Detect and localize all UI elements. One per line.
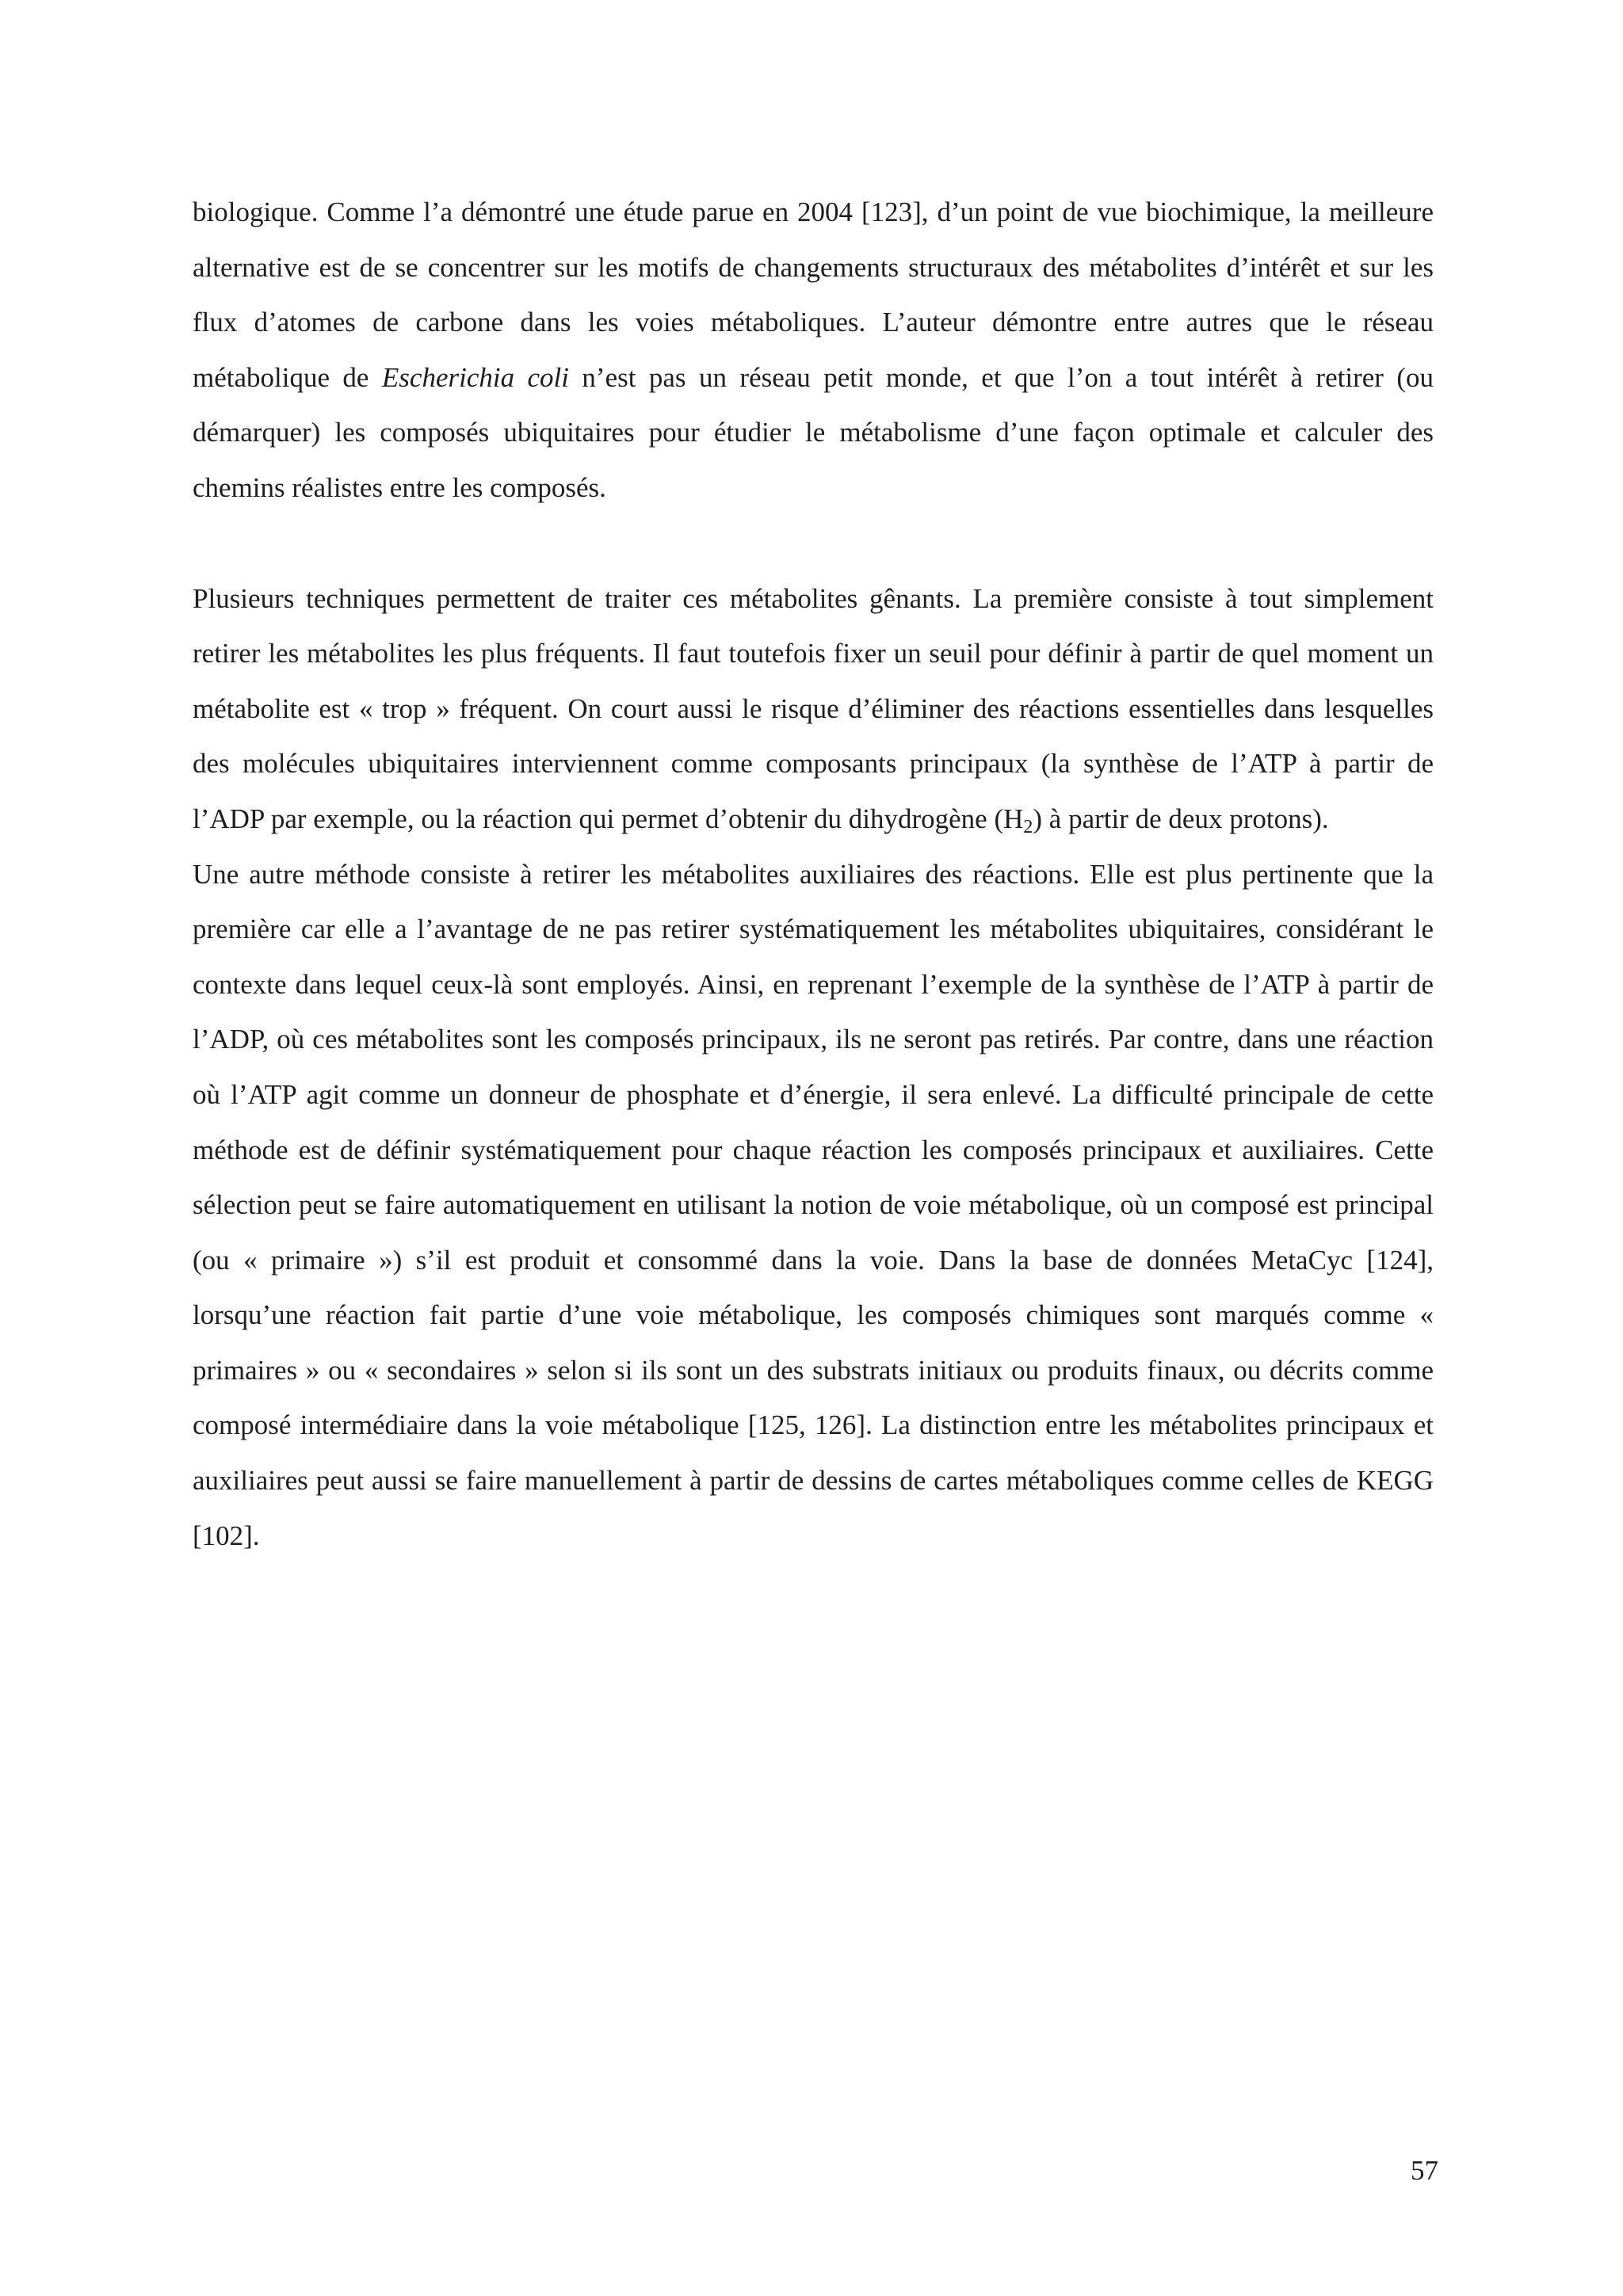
body-text: [193, 185, 1434, 1563]
paragraph-1: [193, 185, 1434, 516]
paragraph-3: Une autre méthode consiste à retirer les métabolites auxiliaires des réactions. Elle est plus pertinente que la première car elle a l’avantage de ne pas retirer systématiquement les métabolites ubiquitaires, considérant le contexte dans lequel ceux-là sont employés. Ainsi, en reprenant l’exemple de la synthèse de l’ATP à partir de l’ADP, où ces métabolites sont les composés principaux, ils ne seront pas retirés. Par contre, dans une réaction où l’ATP agit comme un donneur de phosphate et d’énergie, il sera enlevé. La difficulté principale de cette méthode est de définir systématiquement pour chaque réaction les composés principaux et auxiliaires. Cette sélection peut se faire automatiquement en utilisant la notion de voie métabolique, où un composé est principal (ou « primaire ») s’il est produit et consommé dans la voie. Dans la base de données MetaCyc [124], lorsqu’une réaction fait partie d’une voie métabolique, les composés chimiques sont marqués comme « primaires » ou « secondaires » selon si ils sont un des substrats initiaux ou produits finaux, ou décrits comme composé intermédiaire dans la voie métabolique [125, 126]. La distinction entre les métabolites principaux et auxiliaires peut aussi se faire manuellement à partir de dessins de cartes métaboliques comme celles de KEGG [102].: [193, 858, 1434, 1551]
hydrogen-subscript: 2: [1023, 816, 1033, 837]
paragraph-2: [193, 571, 1434, 847]
paragraph-2-text-end: ) à partir de deux protons).: [1033, 803, 1329, 834]
paragraph-2-text-start: Plusieurs techniques permettent de traiter ces métabolites gênants. La première consiste à tout simplement retirer les métabolites les plus fréquents. Il faut toutefois fixer un seuil pour définir à partir de quel moment un métabolite est « trop » fréquent. On court aussi le risque d’éliminer des réactions essentielles dans lesquelles des molécules ubiquitaires interviennent comme composants principaux (la synthèse de l’ATP à partir de l’ADP par exemple, ou la réaction qui permet d’obtenir du dihydrogène (H: [193, 582, 1434, 834]
paragraph-1-text-end: n’est pas un réseau petit monde, et que l’on a tout intérêt à retirer (ou démarquer) les composés ubiquitaires pour étudier le métabolisme d’une façon optimale et calculer des chemins réalistes entre les composés.: [193, 361, 1434, 503]
paragraph-1-text-start: biologique. Comme l’a démontré une étude parue en 2004 [123], d’un point de vue biochimique, la meilleure alternative est de se concentrer sur les motifs de changements structuraux des métabolites d’intérêt et sur les flux d’atomes de carbone dans les voies métaboliques. L’auteur démontre entre autres que le réseau métabolique de: [193, 196, 1434, 393]
species-name-italic: Escherichia coli: [381, 361, 569, 393]
page-number: 57: [1411, 2155, 1438, 2186]
paragraph-spacer: [193, 516, 1434, 571]
